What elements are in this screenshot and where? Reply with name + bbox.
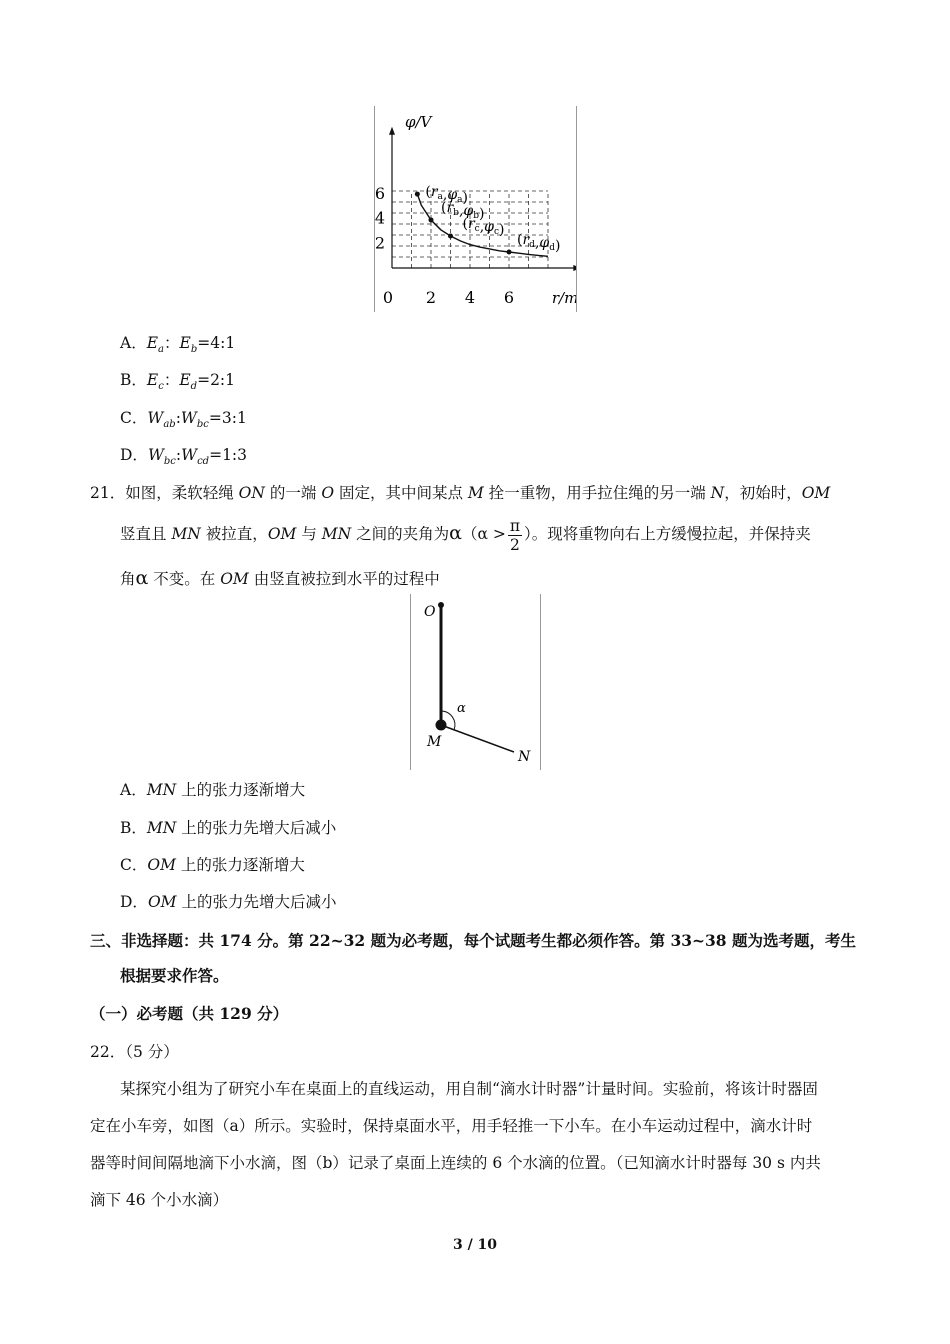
subscript: ab [163,419,176,430]
option-row [120,780,305,800]
option-row [120,892,336,912]
potential-graph-figure [374,106,577,312]
q22-para-line1: 某探究小组为了研究小车在桌面上的直线运动，用自制“滴水计时器”计量时间。实验前，将该计时器固 [120,1080,818,1098]
subscript: bc [196,419,209,430]
x-tick-label: 0 [382,288,394,307]
section3-subheading: （一）必考题（共 129 分） [90,1004,289,1023]
option-row [120,333,235,360]
label-o: O [424,604,436,620]
quantity: W [147,446,164,464]
q22-para-line3: 器等时间间隔地滴下小水滴，图（b）记录了桌面上连续的 6 个水滴的位置。（已知滴水计时器每 30 s 内共 [90,1154,821,1172]
rope-diagram [411,594,540,770]
option-letter: D． [120,893,148,911]
data-point [507,249,512,254]
data-point [429,217,434,222]
separator: : [175,409,181,427]
separator: ： [163,371,180,389]
option-row [120,370,235,397]
ratio-value: =4:1 [197,334,236,352]
rope-mn [441,725,514,752]
option-text: 上的张力逐渐增大 [175,856,305,874]
subscript: a [158,344,164,355]
q21-line1: 21．如图，柔软轻绳 ON 的一端 O 固定，其中间某点 M 拴一重物，用手拉住绳的另一端 N，初始时，OM [90,484,831,502]
option-letter: A． [120,781,147,799]
y-tick-label: 6 [375,184,386,204]
quantity: E [179,334,191,352]
point-label: $(r_b,\varphi_b)$ [441,199,485,222]
option-letter: D． [120,446,148,464]
y-axis-label: φ/V [405,113,432,131]
x-axis-arrow [573,265,576,271]
weight-m [436,720,447,731]
x-tick-label: 6 [503,288,515,307]
rope-name: MN [146,819,177,837]
question-number: 21． [90,484,126,502]
option-letter: B． [120,371,147,389]
fixed-point-o [438,602,444,608]
option-row [120,818,336,838]
q22-para-line4: 滴下 46 个小水滴） [90,1191,229,1209]
y-tick-label: 4 [375,208,386,228]
quantity: W [180,409,197,427]
option-row [120,408,247,435]
x-tick-label: 4 [464,288,476,307]
quantity: W [147,409,164,427]
option-text: 上的张力先增大后减小 [176,893,337,911]
option-row [120,855,305,875]
quantity: E [146,371,159,389]
q21-line3: 角α 不变。在 OM 由竖直被拉到水平的过程中 [120,567,440,589]
rope-figure [410,594,541,770]
ratio-value: =2:1 [197,371,236,389]
rope-name: OM [147,893,177,911]
option-text: 上的张力逐渐增大 [176,781,306,799]
quantity: W [181,446,198,464]
point-label: $(r_a,\varphi_a)$ [425,184,469,207]
q22-header: 22．（5 分） [90,1043,179,1061]
label-alpha: α [457,701,466,716]
page-number: 3 / 10 [452,1237,498,1253]
option-text: 上的张力先增大后减小 [176,819,337,837]
label-m: M [427,734,442,750]
option-letter: C． [120,856,148,874]
option-row [120,445,247,472]
separator: ： [164,334,180,352]
y-axis-arrow [389,127,395,135]
point-label: $(r_d,\varphi_d)$ [517,231,561,254]
pi-over-2-fraction: $\frac{\pi}{2}$ [509,516,521,554]
point-label: $(r_c,\varphi_c)$ [462,215,505,238]
q22-para-line2: 定在小车旁，如图（a）所示。实验时，保持桌面水平，用手轻推一下小车。在小车运动过程中，滴水计时 [90,1117,813,1135]
rope-name: OM [147,856,176,874]
option-letter: C． [120,409,148,427]
data-point [415,192,420,197]
subscript: bc [163,456,176,467]
section3-line1: 三、非选择题：共 174 分。第 22~32 题为必考题，每个试题考生都必须作答。第 33~38 题为选考题，考生 [90,931,856,950]
subscript: b [190,344,198,355]
option-letter: A． [120,334,147,352]
option-letter: B． [120,819,147,837]
rope-name: MN [146,781,177,799]
subscript: cd [197,456,210,467]
q21-line2: 竖直且 MN 被拉直，OM 与 MN 之间的夹角为α（α > $\frac{\pi}{2}$ ）。现将重物向右上方缓慢拉起，并保持夹 [120,516,811,554]
subscript: d [190,381,198,392]
x-axis-label: r/m [551,289,576,307]
separator: : [175,446,182,464]
ratio-value: =1:3 [209,446,248,464]
ratio-value: =3:1 [208,409,247,427]
quantity: E [146,334,159,352]
subscript: c [158,381,164,392]
section3-line2: 根据要求作答。 [120,966,229,985]
potential-chart [375,106,576,312]
quantity: E [179,371,191,389]
y-tick-label: 2 [375,233,386,253]
data-point [448,233,453,238]
x-tick-label: 2 [425,288,437,307]
label-n: N [518,749,531,765]
